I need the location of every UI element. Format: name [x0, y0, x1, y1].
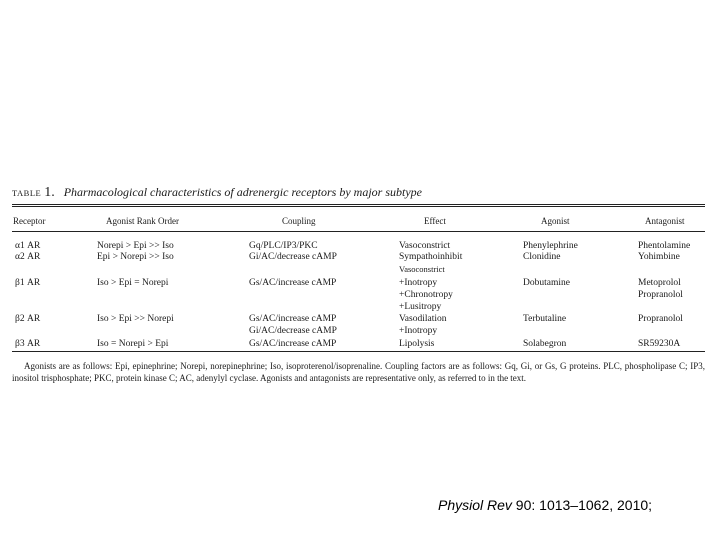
row4-agonist: Solabegron	[523, 339, 567, 349]
row2-effect-2: +Inotropy	[399, 278, 438, 288]
header-coupling: Coupling	[282, 216, 316, 226]
row3-rank: Iso > Epi >> Norepi	[97, 314, 174, 324]
row2-rank: Iso > Epi = Norepi	[97, 278, 169, 288]
row3-receptor: β2 AR	[15, 314, 41, 324]
row2-effect-4: +Lusitropy	[399, 302, 442, 312]
header-receptor: Receptor	[13, 216, 46, 226]
row4-effect: Lipolysis	[399, 339, 435, 349]
table-bottom-rule	[12, 351, 705, 352]
table-number: 1.	[44, 185, 55, 200]
citation-journal: Physiol Rev	[438, 497, 512, 513]
row2-coupling: Gs/AC/increase cAMP	[249, 278, 337, 288]
row1-antagonist-a1: Phentolamine	[638, 241, 691, 251]
row4-coupling: Gs/AC/increase cAMP	[249, 339, 337, 349]
row1-receptor-a2: α2 AR	[15, 252, 41, 262]
row2-receptor: β1 AR	[15, 278, 41, 288]
table-footnote: Agonists are as follows: Epi, epinephrine; Norepi, norepinephrine; Iso, isoproterenol/isoprenaline. Coupling factors are as follows: Gq, Gi, or Gs, G proteins. PLC, phospholipase C; IP3, inositol trisphosphate; PKC, protein kinase C; AC, adenylyl cyclase. Agonists and antagonists are representative only, as referred to in the text.	[12, 361, 705, 383]
row3-coupling-2: Gi/AC/decrease cAMP	[249, 326, 337, 336]
row3-effect-1: Vasodilation	[399, 314, 447, 324]
row3-effect-2: +Inotropy	[399, 326, 438, 336]
row2-antagonist-2: Propranolol	[638, 290, 683, 300]
row4-antagonist: SR59230A	[638, 339, 681, 349]
row4-rank: Iso = Norepi > Epi	[97, 339, 169, 349]
row1-coupling-a2: Gi/AC/decrease cAMP	[249, 252, 337, 262]
table-label: TABLE	[12, 188, 42, 198]
row1-antagonist-a2: Yohimbine	[638, 252, 680, 262]
row2-antagonist-1: Metoprolol	[638, 278, 681, 288]
row1-effect-a1: Vasoconstrict	[399, 241, 451, 251]
row2-agonist: Dobutamine	[523, 278, 570, 288]
table-top-rule-2	[12, 206, 705, 207]
table-title	[12, 184, 712, 201]
header-antagonist: Antagonist	[645, 216, 685, 226]
row1-receptor-a1: α1 AR	[15, 241, 41, 251]
header-effect: Effect	[424, 216, 446, 226]
row1-agonist-a2: Clonidine	[523, 252, 561, 262]
header-agonist-rank: Agonist Rank Order	[106, 216, 179, 226]
header-agonist: Agonist	[541, 216, 570, 226]
row1-effect-a2: Sympathoinhibit	[399, 252, 463, 262]
citation-details: 90: 1013–1062, 2010;	[511, 497, 653, 513]
table-header-rule	[12, 231, 705, 232]
row1-rank-a1: Norepi > Epi >> Iso	[97, 241, 174, 251]
row2-effect-3: +Chronotropy	[399, 290, 453, 300]
row3-antagonist: Propranolol	[638, 314, 683, 324]
row3-agonist: Terbutaline	[523, 314, 567, 324]
table-caption: Pharmacological characteristics of adrenergic receptors by major subtype	[63, 185, 422, 199]
citation	[438, 497, 720, 513]
table-top-rule	[12, 204, 705, 205]
row3-coupling-1: Gs/AC/increase cAMP	[249, 314, 337, 324]
row1-rank-a2: Epi > Norepi >> Iso	[97, 252, 174, 262]
row1-coupling-a1: Gq/PLC/IP3/PKC	[249, 241, 318, 251]
row1-agonist-a1: Phenylephrine	[523, 241, 578, 251]
row2-effect-1: Vasoconstrict	[399, 264, 445, 274]
row4-receptor: β3 AR	[15, 339, 41, 349]
